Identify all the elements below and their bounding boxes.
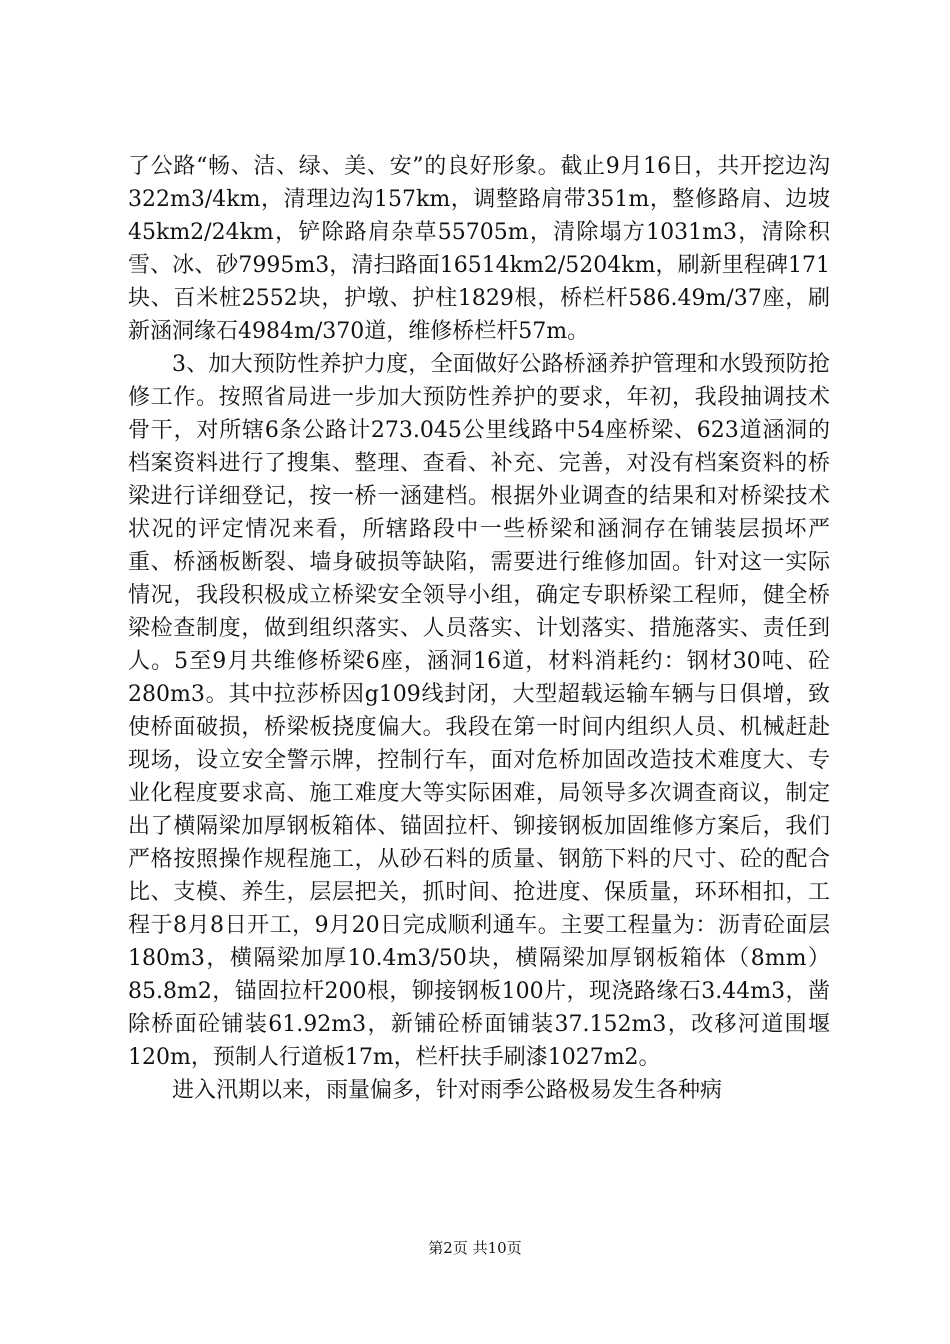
paragraph-2: 3、加大预防性养护力度，全面做好公路桥涵养护管理和水毁预防抢修工作。按照省局进一步加大预防性养护的要求，年初，我段抽调技术骨干，对所辖6条公路计273.045公里线路中54座桥梁、623道涵洞的档案资料进行了搜集、整理、查看、补充、完善，对没有档案资料的桥梁进行详细登记，按一桥一涵建档。根据外业调查的结果和对桥梁技术状况的评定情况来看，所辖路段中一些桥梁和涵洞存在铺装层损坏严重、桥涵板断裂、墙身破损等缺陷，需要进行维修加固。针对这一实际情况，我段积极成立桥梁安全领导小组，确定专职桥梁工程师，健全桥梁检查制度，做到组织落实、人员落实、计划落实、措施落实、责任到人。5至9月共维修桥梁6座，涵洞16道，材料消耗约：钢材30吨、砼280m3。其中拉莎桥因g109线封闭，大型超载运输车辆与日俱增，致使桥面破损，桥梁板挠度偏大。我段在第一时间内组织人员、机械赶赴现场，设立安全警示牌，控制行车，面对危桥加固改造技术难度大、专业化程度要求高、施工难度大等实际困难，局领导多次调查商议，制定出了横隔梁加厚钢板箱体、锚固拉杆、铆接钢板加固维修方案后，我们严格按照操作规程施工，从砂石料的质量、钢筋下料的尺寸、砼的配合比、支模、养生，层层把关，抓时间、抢进度、保质量，环环相扣，工程于8月8日开工，9月20日完成顺利通车。主要工程量为：沥青砼面层180m3，横隔梁加厚10.4m3/50块，横隔梁加厚钢板箱体（8mm）85.8m2，锚固拉杆200根，铆接钢板100片，现浇路缘石3.44m3，凿除桥面砼铺装61.92m3，新铺砼桥面铺装37.152m3，改移河道围堰120m，预制人行道板17m，栏杆扶手刷漆1027m2。 — [128, 352, 830, 1070]
page-footer — [0, 1238, 950, 1258]
paragraph-3: 进入汛期以来，雨量偏多，针对雨季公路极易发生各种病 — [172, 1078, 723, 1103]
paragraph-1: 了公路“畅、洁、绿、美、安”的良好形象。截止9月16日，共开挖边沟322m3/4km，清理边沟157km，调整路肩带351m，整修路肩、边坡45km2/24km，铲除路肩杂草55705m，清除塌方1031m3，清除积雪、冰、砂7995m3，清扫路面16514km2/5204km，刷新里程碑171块、百米桩2552块，护墩、护柱1829根，桥栏杆586.49m/37座，刷新涵洞缘石4984m/370道，维修桥栏杆57m。 — [128, 154, 830, 344]
body-text — [128, 150, 830, 1107]
page-number: 第2页 共10页 — [428, 1239, 522, 1257]
